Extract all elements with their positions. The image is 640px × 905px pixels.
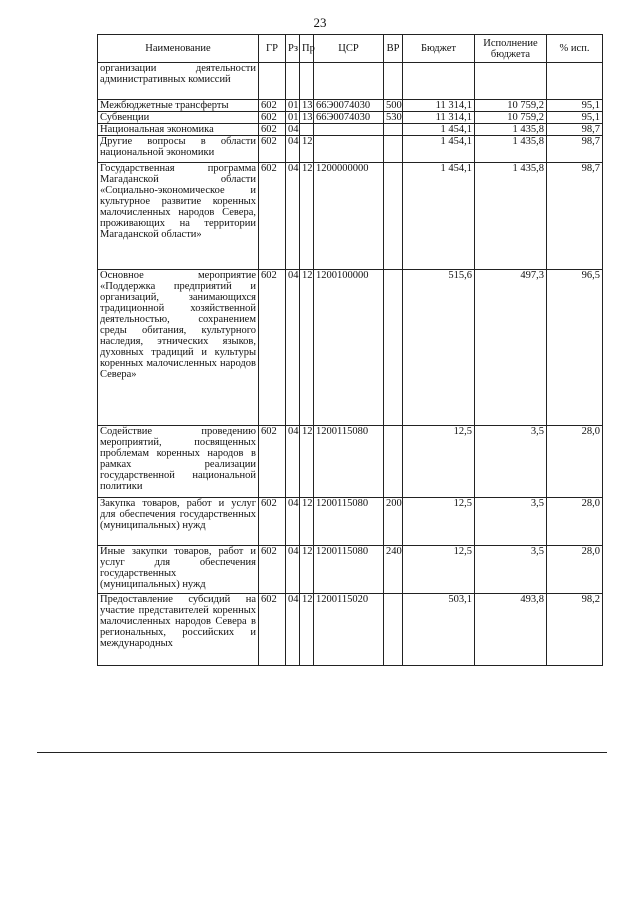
cell-budget	[403, 63, 475, 100]
header-budget: Бюджет	[403, 35, 475, 63]
cell-pr: 13	[300, 112, 314, 124]
cell-budget: 11 314,1	[403, 112, 475, 124]
cell-pr	[300, 63, 314, 100]
cell-csr: 1200115080	[314, 498, 384, 546]
cell-vr	[384, 63, 403, 100]
cell-percent	[547, 63, 603, 100]
cell-budget: 503,1	[403, 594, 475, 666]
cell-execution: 3,5	[475, 546, 547, 594]
cell-percent: 95,1	[547, 112, 603, 124]
cell-rz	[286, 63, 300, 100]
cell-budget: 1 454,1	[403, 163, 475, 270]
cell-percent: 98,7	[547, 124, 603, 136]
table-row	[98, 426, 603, 498]
cell-vr: 500	[384, 100, 403, 112]
cell-rz: 04	[286, 136, 300, 163]
header-rz: Рз	[286, 35, 300, 63]
page-number: 23	[313, 15, 327, 30]
cell-gr: 602	[259, 270, 286, 426]
cell-rz: 01	[286, 100, 300, 112]
cell-csr	[314, 124, 384, 136]
cell-budget: 1 454,1	[403, 124, 475, 136]
cell-vr	[384, 136, 403, 163]
cell-execution: 3,5	[475, 498, 547, 546]
cell-name: организации деятельности административных комиссий	[98, 63, 259, 100]
cell-gr: 602	[259, 136, 286, 163]
cell-rz: 04	[286, 498, 300, 546]
cell-percent: 96,5	[547, 270, 603, 426]
cell-execution	[475, 63, 547, 100]
cell-gr: 602	[259, 594, 286, 666]
cell-budget: 515,6	[403, 270, 475, 426]
table-row	[98, 63, 603, 100]
table-row	[98, 546, 603, 594]
cell-name: Межбюджетные трансферты	[98, 100, 259, 112]
table-row	[98, 594, 603, 666]
cell-execution: 1 435,8	[475, 163, 547, 270]
cell-gr: 602	[259, 112, 286, 124]
cell-vr	[384, 594, 403, 666]
cell-percent: 95,1	[547, 100, 603, 112]
cell-vr: 530	[384, 112, 403, 124]
cell-rz: 04	[286, 546, 300, 594]
cell-gr: 602	[259, 426, 286, 498]
header-pr: Пр	[300, 35, 314, 63]
cell-execution: 3,5	[475, 426, 547, 498]
cell-name: Национальная экономика	[98, 124, 259, 136]
cell-rz: 04	[286, 594, 300, 666]
cell-name: Государственная программа Магаданской области «Социально-экономическое и культурное развитие коренных малочисленных народов Севера, проживающих на территории Магаданской области»	[98, 163, 259, 270]
cell-rz: 04	[286, 163, 300, 270]
cell-name: Закупка товаров, работ и услуг для обеспечения государственных (муниципальных) нужд	[98, 498, 259, 546]
cell-csr	[314, 63, 384, 100]
table-row	[98, 498, 603, 546]
cell-gr: 602	[259, 124, 286, 136]
cell-rz: 04	[286, 426, 300, 498]
header-gr: ГР	[259, 35, 286, 63]
cell-csr: 66Э0074030	[314, 112, 384, 124]
cell-pr: 12	[300, 426, 314, 498]
header-name: Наименование	[98, 35, 259, 63]
cell-name: Иные закупки товаров, работ и услуг для обеспечения государственных (муниципальных) нужд	[98, 546, 259, 594]
cell-percent: 98,7	[547, 136, 603, 163]
cell-execution: 10 759,2	[475, 100, 547, 112]
cell-vr	[384, 124, 403, 136]
cell-vr: 240	[384, 546, 403, 594]
cell-gr	[259, 63, 286, 100]
table-row	[98, 124, 603, 136]
cell-execution: 497,3	[475, 270, 547, 426]
cell-pr	[300, 124, 314, 136]
cell-name: Предоставление субсидий на участие представителей коренных малочисленных народов Севера в региональных, российских и международных	[98, 594, 259, 666]
cell-csr: 1200115080	[314, 546, 384, 594]
cell-rz: 04	[286, 124, 300, 136]
cell-name: Основное мероприятие «Поддержка предприятий и организаций, занимающихся традиционной хозяйственной деятельностью, сохранением среды обитания, культурного наследия, этнических языков, духовных традиций и культуры коренных малочисленных народов Севера»	[98, 270, 259, 426]
table-row	[98, 100, 603, 112]
cell-rz: 04	[286, 270, 300, 426]
cell-execution: 1 435,8	[475, 136, 547, 163]
cell-csr: 1200000000	[314, 163, 384, 270]
cell-budget: 11 314,1	[403, 100, 475, 112]
cell-budget: 12,5	[403, 498, 475, 546]
cell-name: Содействие проведению мероприятий, посвященных проблемам коренных народов в рамках реализации государственной национальной политики	[98, 426, 259, 498]
cell-percent: 28,0	[547, 546, 603, 594]
cell-gr: 602	[259, 163, 286, 270]
cell-pr: 12	[300, 136, 314, 163]
cell-rz: 01	[286, 112, 300, 124]
cell-csr: 1200100000	[314, 270, 384, 426]
table-row	[98, 136, 603, 163]
cell-pr: 12	[300, 163, 314, 270]
cell-budget: 12,5	[403, 426, 475, 498]
cell-percent: 28,0	[547, 498, 603, 546]
cell-gr: 602	[259, 100, 286, 112]
cell-vr	[384, 426, 403, 498]
cell-budget: 12,5	[403, 546, 475, 594]
cell-execution: 10 759,2	[475, 112, 547, 124]
cell-csr: 1200115020	[314, 594, 384, 666]
budget-table	[97, 34, 603, 666]
cell-pr: 12	[300, 594, 314, 666]
header-percent: % исп.	[547, 35, 603, 63]
cell-execution: 493,8	[475, 594, 547, 666]
table-row	[98, 270, 603, 426]
cell-vr: 200	[384, 498, 403, 546]
cell-name: Другие вопросы в области национальной экономики	[98, 136, 259, 163]
cell-percent: 98,2	[547, 594, 603, 666]
cell-budget: 1 454,1	[403, 136, 475, 163]
page-divider	[37, 752, 607, 753]
cell-pr: 12	[300, 546, 314, 594]
cell-vr	[384, 163, 403, 270]
header-execution: Исполнение бюджета	[475, 35, 547, 63]
table-header-row	[98, 35, 603, 63]
cell-name: Субвенции	[98, 112, 259, 124]
header-vr: ВР	[384, 35, 403, 63]
table-row	[98, 112, 603, 124]
cell-gr: 602	[259, 546, 286, 594]
cell-pr: 12	[300, 270, 314, 426]
cell-vr	[384, 270, 403, 426]
cell-csr	[314, 136, 384, 163]
cell-execution: 1 435,8	[475, 124, 547, 136]
table-row	[98, 163, 603, 270]
cell-percent: 28,0	[547, 426, 603, 498]
cell-percent: 98,7	[547, 163, 603, 270]
header-csr: ЦСР	[314, 35, 384, 63]
cell-pr: 13	[300, 100, 314, 112]
cell-pr: 12	[300, 498, 314, 546]
cell-gr: 602	[259, 498, 286, 546]
cell-csr: 1200115080	[314, 426, 384, 498]
cell-csr: 66Э0074030	[314, 100, 384, 112]
